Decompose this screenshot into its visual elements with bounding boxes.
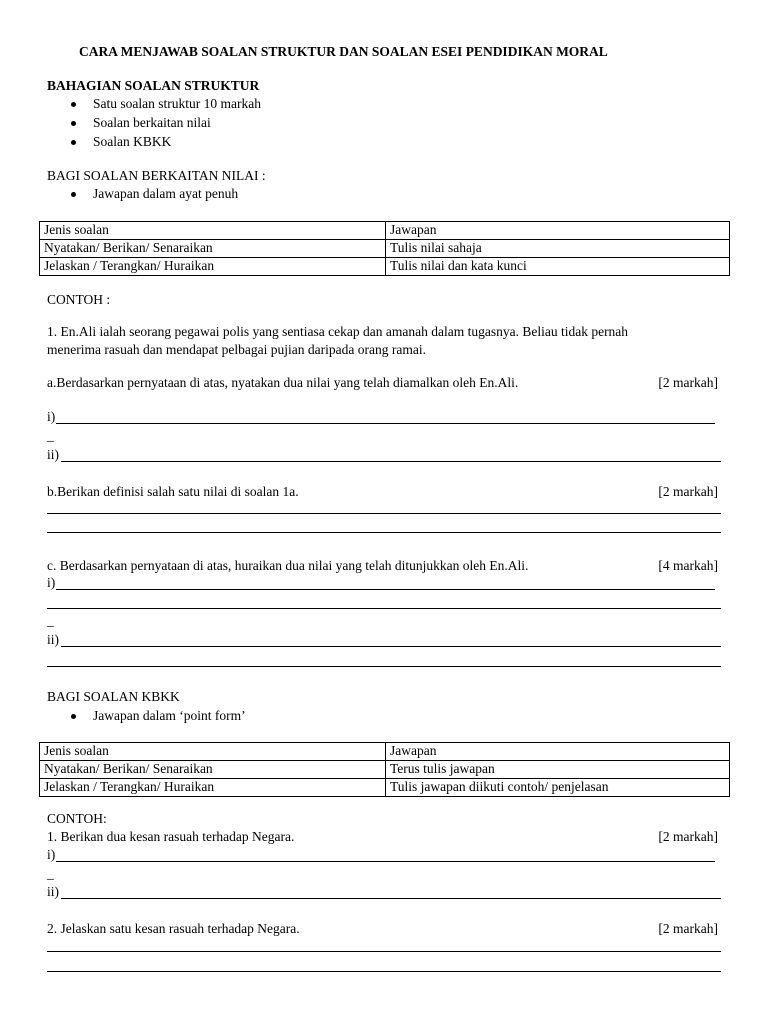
answer-line — [61, 898, 721, 899]
mark-label: [2 markah] — [658, 921, 718, 936]
bullet-dot-icon — [71, 714, 76, 719]
answer-line — [47, 608, 721, 609]
table-cell: Jelaskan / Terangkan/ Huraikan — [40, 779, 386, 797]
mark-label: [2 markah] — [658, 375, 718, 390]
answer-line — [47, 513, 721, 514]
kbkk-question-1: 1. Berikan dua kesan rasuah terhadap Negara. — [47, 829, 295, 844]
answer-label: i) — [47, 409, 56, 424]
answer-line-wrap: _ — [47, 866, 54, 881]
section-heading-nilai: BAGI SOALAN BERKAITAN NILAI : — [47, 168, 266, 183]
kbkk-question-2: 2. Jelaskan satu kesan rasuah terhadap Negara. — [47, 921, 300, 936]
table-cell: Nyatakan/ Berikan/ Senaraikan — [40, 240, 386, 258]
answer-line-wrap: _ — [47, 428, 54, 443]
bullet-dot-icon — [71, 140, 76, 145]
answer-line — [56, 423, 715, 424]
table-row — [40, 761, 730, 779]
table-cell: Tulis nilai sahaja — [386, 240, 730, 258]
answer-line — [56, 861, 715, 862]
table-cell: Tulis jawapan diikuti contoh/ penjelasan — [386, 779, 730, 797]
question-c: c. Berdasarkan pernyataan di atas, huraikan dua nilai yang telah ditunjukkan oleh En.Ali. — [47, 558, 529, 573]
question-b: b.Berikan definisi salah satu nilai di soalan 1a. — [47, 484, 299, 499]
passage-text: 1. En.Ali ialah seorang pegawai polis yang sentiasa cekap dan amanah dalam tugasnya. Beliau tidak pernah — [47, 324, 629, 339]
table-row — [40, 779, 730, 797]
mark-label: [4 markah] — [658, 558, 718, 573]
answer-line — [56, 589, 715, 590]
answer-label: ii) — [47, 632, 59, 647]
table-row — [40, 258, 730, 276]
table-row — [40, 240, 730, 258]
answer-line-wrap: _ — [47, 613, 54, 628]
section-heading-struktur: BAHAGIAN SOALAN STRUKTUR — [47, 78, 260, 93]
answer-line — [47, 951, 721, 952]
answer-label: i) — [47, 847, 56, 862]
contoh-label: CONTOH: — [47, 811, 107, 826]
answer-guide-table-nilai — [39, 221, 730, 276]
answer-guide-table-kbkk — [39, 742, 730, 797]
bullet-text: Soalan berkaitan nilai — [93, 115, 211, 130]
page-title: CARA MENJAWAB SOALAN STRUKTUR DAN SOALAN ESEI PENDIDIKAN MORAL — [79, 44, 608, 59]
table-cell: Nyatakan/ Berikan/ Senaraikan — [40, 761, 386, 779]
table-cell: Terus tulis jawapan — [386, 761, 730, 779]
table-cell: Jenis soalan — [40, 743, 386, 761]
answer-line — [47, 971, 721, 972]
answer-label: ii) — [47, 447, 59, 462]
answer-line — [61, 461, 721, 462]
table-cell: Jelaskan / Terangkan/ Huraikan — [40, 258, 386, 276]
bullet-text: Jawapan dalam ayat penuh — [93, 186, 239, 201]
answer-line — [47, 666, 721, 667]
bullet-text: Satu soalan struktur 10 markah — [93, 96, 261, 111]
table-cell: Jenis soalan — [40, 222, 386, 240]
answer-label: i) — [47, 575, 56, 590]
mark-label: [2 markah] — [658, 829, 718, 844]
bullet-text: Jawapan dalam ‘point form’ — [93, 708, 246, 723]
mark-label: [2 markah] — [658, 484, 718, 499]
table-row — [40, 743, 730, 761]
section-heading-kbkk: BAGI SOALAN KBKK — [47, 689, 180, 704]
contoh-label: CONTOH : — [47, 292, 111, 307]
answer-line — [61, 646, 721, 647]
passage-text: menerima rasuah dan mendapat pelbagai pujian daripada orang ramai. — [47, 342, 426, 357]
question-a: a.Berdasarkan pernyataan di atas, nyatakan dua nilai yang telah diamalkan oleh En.Ali. — [47, 375, 519, 390]
table-cell: Tulis nilai dan kata kunci — [386, 258, 730, 276]
bullet-dot-icon — [71, 102, 76, 107]
table-cell: Jawapan — [386, 743, 730, 761]
answer-line — [47, 532, 721, 533]
table-cell: Jawapan — [386, 222, 730, 240]
table-row — [40, 222, 730, 240]
answer-label: ii) — [47, 884, 59, 899]
bullet-text: Soalan KBKK — [93, 134, 172, 149]
bullet-dot-icon — [71, 192, 76, 197]
bullet-dot-icon — [71, 121, 76, 126]
